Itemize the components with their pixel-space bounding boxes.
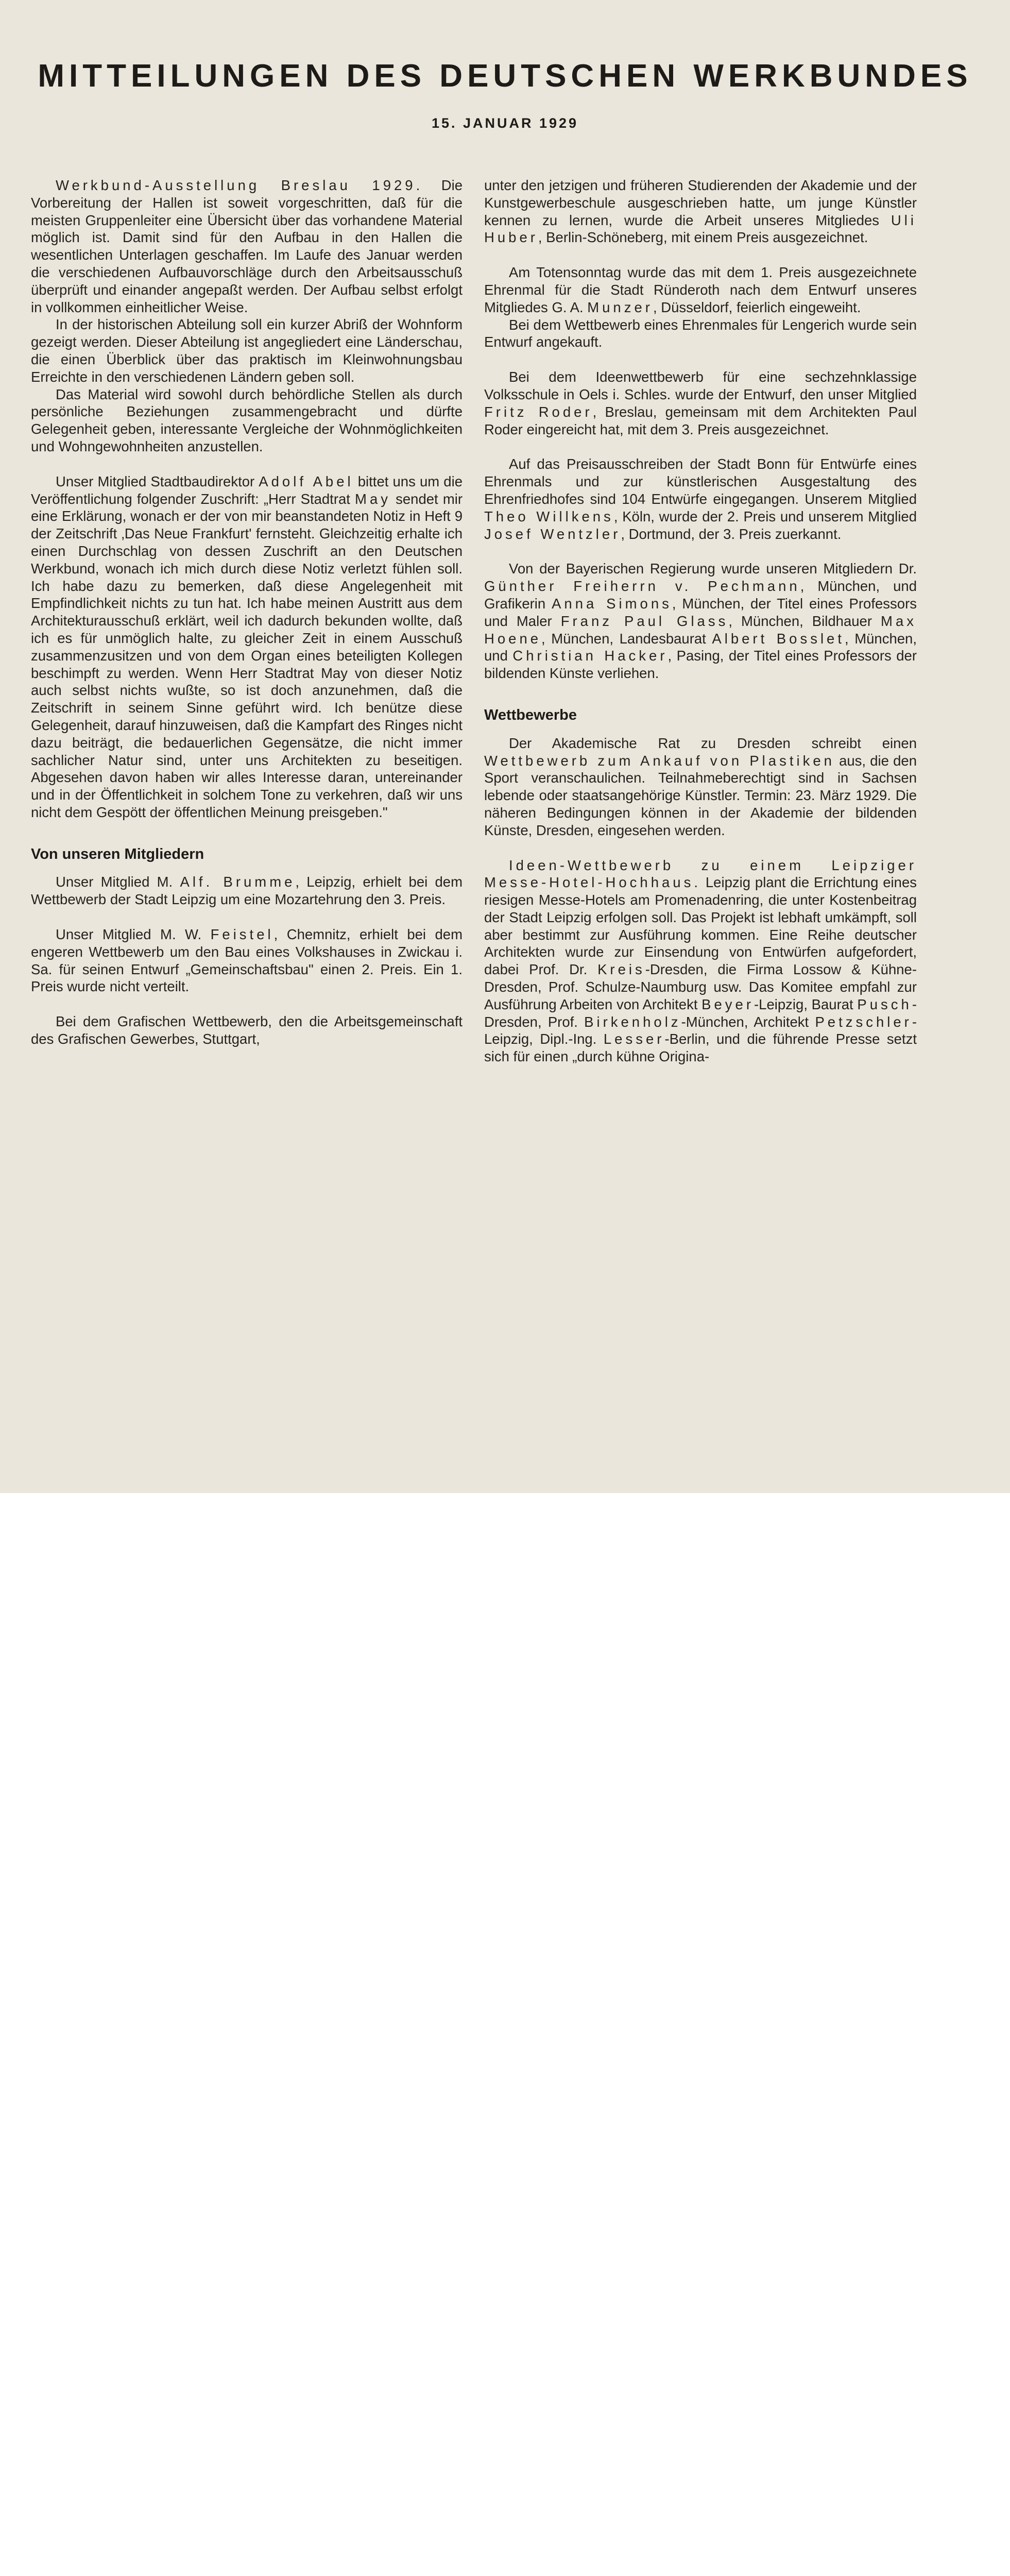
viewer-footer bbox=[0, 1493, 1010, 1581]
paragraph-roder: Bei dem Ideenwettbewerb für eine sechzehnklassige Volksschule in Oels i. Schles. wurde der Entwurf, den unser Mitglied Fritz Roder, Breslau, gemeinsam mit dem Architekten Paul Roder eingereicht hat, mit dem 3. Preis ausgezeichnet. bbox=[484, 369, 917, 437]
paragraph-dresden-competition: Der Akademische Rat zu Dresden schreibt einen Wettbewerb zum Ankauf von Plastiken aus, die den Sport veranschaulichen. Teilnahmeberechtigt sind in Sachsen lebende oder staatsangehörige Künstler. Termin: 23. März 1929. Die näheren Bedingungen können in der Akademie der bildenden Künste, Dresden, eingesehen werden. bbox=[484, 735, 917, 838]
paragraph-historical: In der historischen Abteilung soll ein kurzer Abriß der Wohnform gezeigt werden. Dieser Abteilung ist angegliedert eine Länderschau, die einen Überblick über das praktisch im Kleinwohnungsbau Erreichte in den verschiedenen Ländern geben soll. bbox=[31, 316, 463, 385]
paragraph-munzer: Am Totensonntag wurde das mit dem 1. Preis ausgezeichnete Ehrenmal für die Stadt Ründeroth nach dem Entwurf unseres Mitgliedes G. A. Munzer, Düsseldorf, feierlich eingeweiht. bbox=[484, 264, 917, 315]
paragraph-material: Das Material wird sowohl durch behördliche Stellen als durch persönliche Beziehungen zusammengebracht und dürfte Gelegenheit geben, interessante Vergleiche der Wohnmöglichkeiten und Wohngewohnheiten anzustellen. bbox=[31, 386, 463, 454]
right-column bbox=[484, 177, 917, 1065]
paragraph-huber: unter den jetzigen und früheren Studierenden der Akademie und der Kunstgewerbeschule ausgeschrieben hatte, um junge Künstler kennen zu lernen, wurde die Arbeit unseres Mitgliedes Uli Huber, Berlin-Schöneberg, mit einem Preis ausgezeichnet. bbox=[484, 177, 917, 246]
lead-phrase: Werkbund-Ausstellung Breslau 1929. bbox=[56, 177, 423, 193]
issue-date: 15. JANUAR 1929 bbox=[431, 115, 579, 131]
page-title: MITTEILUNGEN DES DEUTSCHEN WERKBUNDES bbox=[38, 58, 972, 94]
paragraph-leipzig-hotel: Ideen-Wettbewerb zu einem Leipziger Messe-Hotel-Hochhaus. Leipzig plant die Errichtung eines riesigen Messe-Hotels am Promenadenring, die unter Kostenbeitrag der Stadt Leipzig erfolgen soll. Das Projekt ist lebhaft umkämpft, soll aber bestimmt zur Ausführung kommen. Eine Reihe deutscher Architekten wurde zur Einsendung von Entwürfen aufgefordert, dabei Prof. Dr. Kreis-Dresden, die Firma Lossow & Kühne-Dresden, Prof. Schulze-Naumburg usw. Das Komitee empfahl zur Ausführung Arbeiten von Architekt Beyer-Leipzig, Baurat Pusch-Dresden, Prof. Birkenholz-München, Architekt Petzschler-Leipzig, Dipl.-Ing. Lesser-Berlin, und die führende Presse setzt sich für einen „durch kühne Origina- bbox=[484, 857, 917, 1065]
paragraph-bonn: Auf das Preisausschreiben der Stadt Bonn für Entwürfe eines Ehrenmals und zur künstlerischen Ausgestaltung des Ehrenfriedhofes sind 104 Entwürfe eingegangen. Unserem Mitglied Theo Willkens, Köln, wurde der 2. Preis und unserem Mitglied Josef Wentzler, Dortmund, der 3. Preis zuerkannt. bbox=[484, 456, 917, 542]
paragraph-grafischer-wettbewerb: Bei dem Grafischen Wettbewerb, den die Arbeitsgemeinschaft des Grafischen Gewerbes, Stuttgart, bbox=[31, 1013, 463, 1047]
paragraph-breslau: Werkbund-Ausstellung Breslau 1929. Die Vorbereitung der Hallen ist soweit vorgeschritten, daß für die meisten Gruppenleiter eine Übersicht über das vorhandene Material möglich ist. Damit sind für den Aufbau in den Hallen die wesentlichen Unterlagen geschaffen. Im Laufe des Januar werden die verschiedenen Aufbauvorschläge durch den Arbeitsausschuß überprüft und einander angepaßt werden. Der Aufbau selbst erfolgt in vollkommen einheitlicher Weise. bbox=[31, 177, 463, 315]
paragraph-feistel: Unser Mitglied M. W. Feistel, Chemnitz, erhielt bei dem engeren Wettbewerb um den Bau eines Volkshauses in Zwickau i. Sa. für seinen Entwurf „Gemeinschaftsbau" einen 2. Preis. Ein 1. Preis wurde nicht verteilt. bbox=[31, 926, 463, 995]
left-column bbox=[31, 177, 463, 1048]
paragraph-brumme: Unser Mitglied M. Alf. Brumme, Leipzig, erhielt bei dem Wettbewerb der Stadt Leipzig um eine Mozartehrung den 3. Preis. bbox=[31, 874, 463, 908]
section-heading-members: Von unseren Mitgliedern bbox=[31, 845, 204, 862]
section-heading-competitions: Wettbewerbe bbox=[484, 706, 577, 723]
paragraph-professors: Von der Bayerischen Regierung wurde unseren Mitgliedern Dr. Günther Freiherrn v. Pechmann, München, und Grafikerin Anna Simons, München, der Titel eines Professors und Maler Franz Paul Glass, München, Bildhauer Max Hoene, München, Landesbaurat Albert Bosslet, München, und Christian Hacker, Pasing, der Titel eines Professors der bildenden Künste verliehen. bbox=[484, 561, 917, 682]
paragraph-lengerich: Bei dem Wettbewerb eines Ehrenmales für Lengerich wurde sein Entwurf angekauft. bbox=[484, 316, 917, 350]
paragraph-abel-letter: Unser Mitglied Stadtbaudirektor Adolf Abel bittet uns um die Veröffentlichung folgender Zuschrift: „Herr Stadtrat May sendet mir eine Erklärung, wonach er der von mir beanstandeten Notiz in Heft 9 der Zeitschrift ‚Das Neue Frankfurt' fernsteht. Gleichzeitig erhalte ich einen Durchschlag von dessen Zuschrift an den Deutschen Werkbund, wonach ich mich durch diese Notiz verletzt fühlen soll. Ich habe dazu zu bemerken, daß diese Angelegenheit mit Empfindlichkeit nichts zu tun hat. Ich habe meinen Austritt aus dem Architekturausschuß erklärt, weil ich dadurch bekunden wollte, daß ich es für unmöglich halte, zu gleicher Zeit in einem Ausschuß zusammenzusitzen und von dem Organ eines beteiligten Kollegen beschimpft zu werden. Wenn Herr Stadtrat May von dieser Notiz auch selbst nichts wußte, so ist doch anzunehmen, daß die Zeitschrift in seinem Sinne geführt wird. Ich benütze diese Gelegenheit, darauf hinzuweisen, daß die Kampfart des Ringes nicht dazu beiträgt, die bedauerlichen Gegensätze, die nicht immer sachlicher Natur sind, unter uns Architekten zu beseitigen. Abgesehen davon haben wir alles Interesse daran, untereinander und in der Öffentlichkeit in solchem Tone zu verkehren, daß wir uns nicht dem Gespött der öffentlichen Meinung preisgeben." bbox=[31, 473, 463, 820]
